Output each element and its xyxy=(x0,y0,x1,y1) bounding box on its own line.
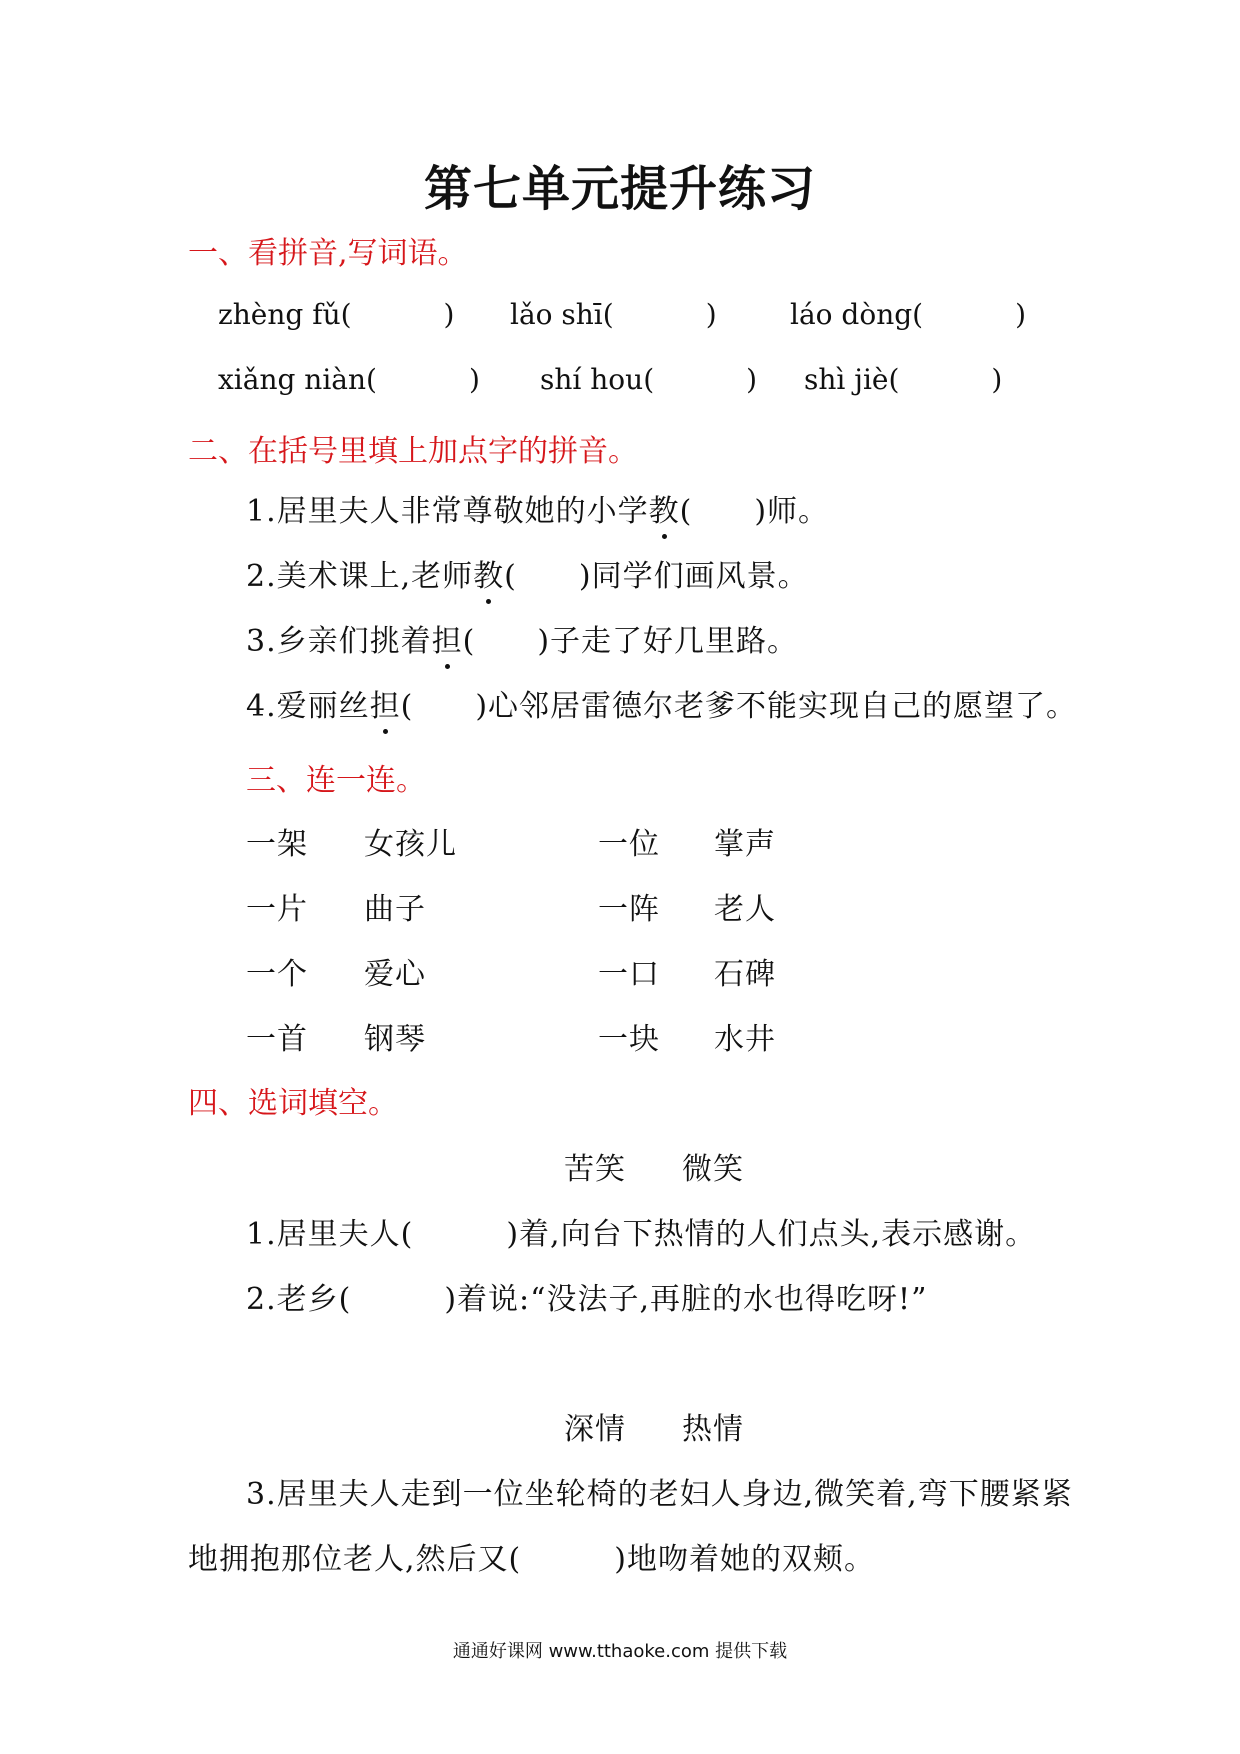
measure-word: 一架 xyxy=(246,827,308,862)
measure-word: 一块 xyxy=(598,1022,660,1057)
pinyin-text: zhèng fǔ xyxy=(218,298,341,331)
measure-word: 一口 xyxy=(598,957,660,992)
answer-blank: ( ) xyxy=(462,624,551,659)
word-choice: 微笑 xyxy=(682,1152,744,1187)
measure-word: 一位 xyxy=(598,827,660,862)
noun-word: 老人 xyxy=(714,892,776,927)
pinyin-text: shì jiè xyxy=(804,363,889,396)
measure-word: 一阵 xyxy=(598,892,660,927)
sentence-item: 4.爱丽丝担( )心邻居雷德尔老爹不能实现自己的愿望了。 xyxy=(246,681,1077,725)
pinyin-text: láo dòng xyxy=(790,298,913,331)
answer-blank: ( ) xyxy=(679,494,768,529)
footer-credit: 通通好课网 www.tthaoke.com 提供下载 xyxy=(452,1641,788,1662)
sentence-item: 2.老乡( )着说:“没法子,再脏的水也得吃呀!” xyxy=(246,1282,928,1317)
section-3-heading: 三、连一连。 xyxy=(246,763,426,798)
noun-word: 曲子 xyxy=(364,892,426,927)
pinyin-item: zhèng fǔ( ) xyxy=(218,298,455,331)
sentence-item: 3.乡亲们挑着担( )子走了好几里路。 xyxy=(246,616,798,660)
dotted-char: 担 xyxy=(370,681,401,725)
sentence-item: 1.居里夫人( )着,向台下热情的人们点头,表示感谢。 xyxy=(246,1217,1037,1252)
section-4-heading: 四、选词填空。 xyxy=(188,1086,398,1121)
word-choice: 苦笑 xyxy=(564,1152,626,1187)
pinyin-item: shì jiè( ) xyxy=(804,363,1003,396)
answer-blank: ( ) xyxy=(400,689,489,724)
dotted-char: 教 xyxy=(473,551,504,595)
sentence-item: 3.居里夫人走到一位坐轮椅的老妇人身边,微笑着,弯下腰紧紧 xyxy=(246,1477,1073,1512)
measure-word: 一片 xyxy=(246,892,308,927)
page-title: 第七单元提升练习 xyxy=(423,161,816,217)
word-choice: 深情 xyxy=(564,1412,626,1447)
section-2-heading: 二、在括号里填上加点字的拼音。 xyxy=(188,434,638,469)
sentence-item: 2.美术课上,老师教( )同学们画风景。 xyxy=(246,551,809,595)
noun-word: 女孩儿 xyxy=(364,827,457,862)
noun-word: 钢琴 xyxy=(364,1022,426,1057)
pinyin-text: lǎo shī xyxy=(510,298,603,331)
noun-word: 掌声 xyxy=(714,827,776,862)
pinyin-text: shí hou xyxy=(540,363,644,396)
word-choice: 热情 xyxy=(682,1412,744,1447)
measure-word: 一个 xyxy=(246,957,308,992)
dotted-char: 担 xyxy=(432,616,463,660)
pinyin-item: shí hou( ) xyxy=(540,363,758,396)
pinyin-text: xiǎng niàn xyxy=(218,363,367,396)
measure-word: 一首 xyxy=(246,1022,308,1057)
pinyin-item: lǎo shī( ) xyxy=(510,298,717,331)
answer-blank: ( ) xyxy=(504,559,592,594)
sentence-item: 1.居里夫人非常尊敬她的小学教( )师。 xyxy=(246,486,829,530)
section-1-heading: 一、看拼音,写词语。 xyxy=(188,236,468,271)
pinyin-item: xiǎng niàn( ) xyxy=(218,363,480,396)
noun-word: 水井 xyxy=(714,1022,776,1057)
noun-word: 爱心 xyxy=(364,957,426,992)
dotted-char: 教 xyxy=(649,486,680,530)
pinyin-item: láo dòng( ) xyxy=(790,298,1027,331)
sentence-item-continued: 地拥抱那位老人,然后又( )地吻着她的双颊。 xyxy=(188,1542,875,1577)
noun-word: 石碑 xyxy=(714,957,776,992)
